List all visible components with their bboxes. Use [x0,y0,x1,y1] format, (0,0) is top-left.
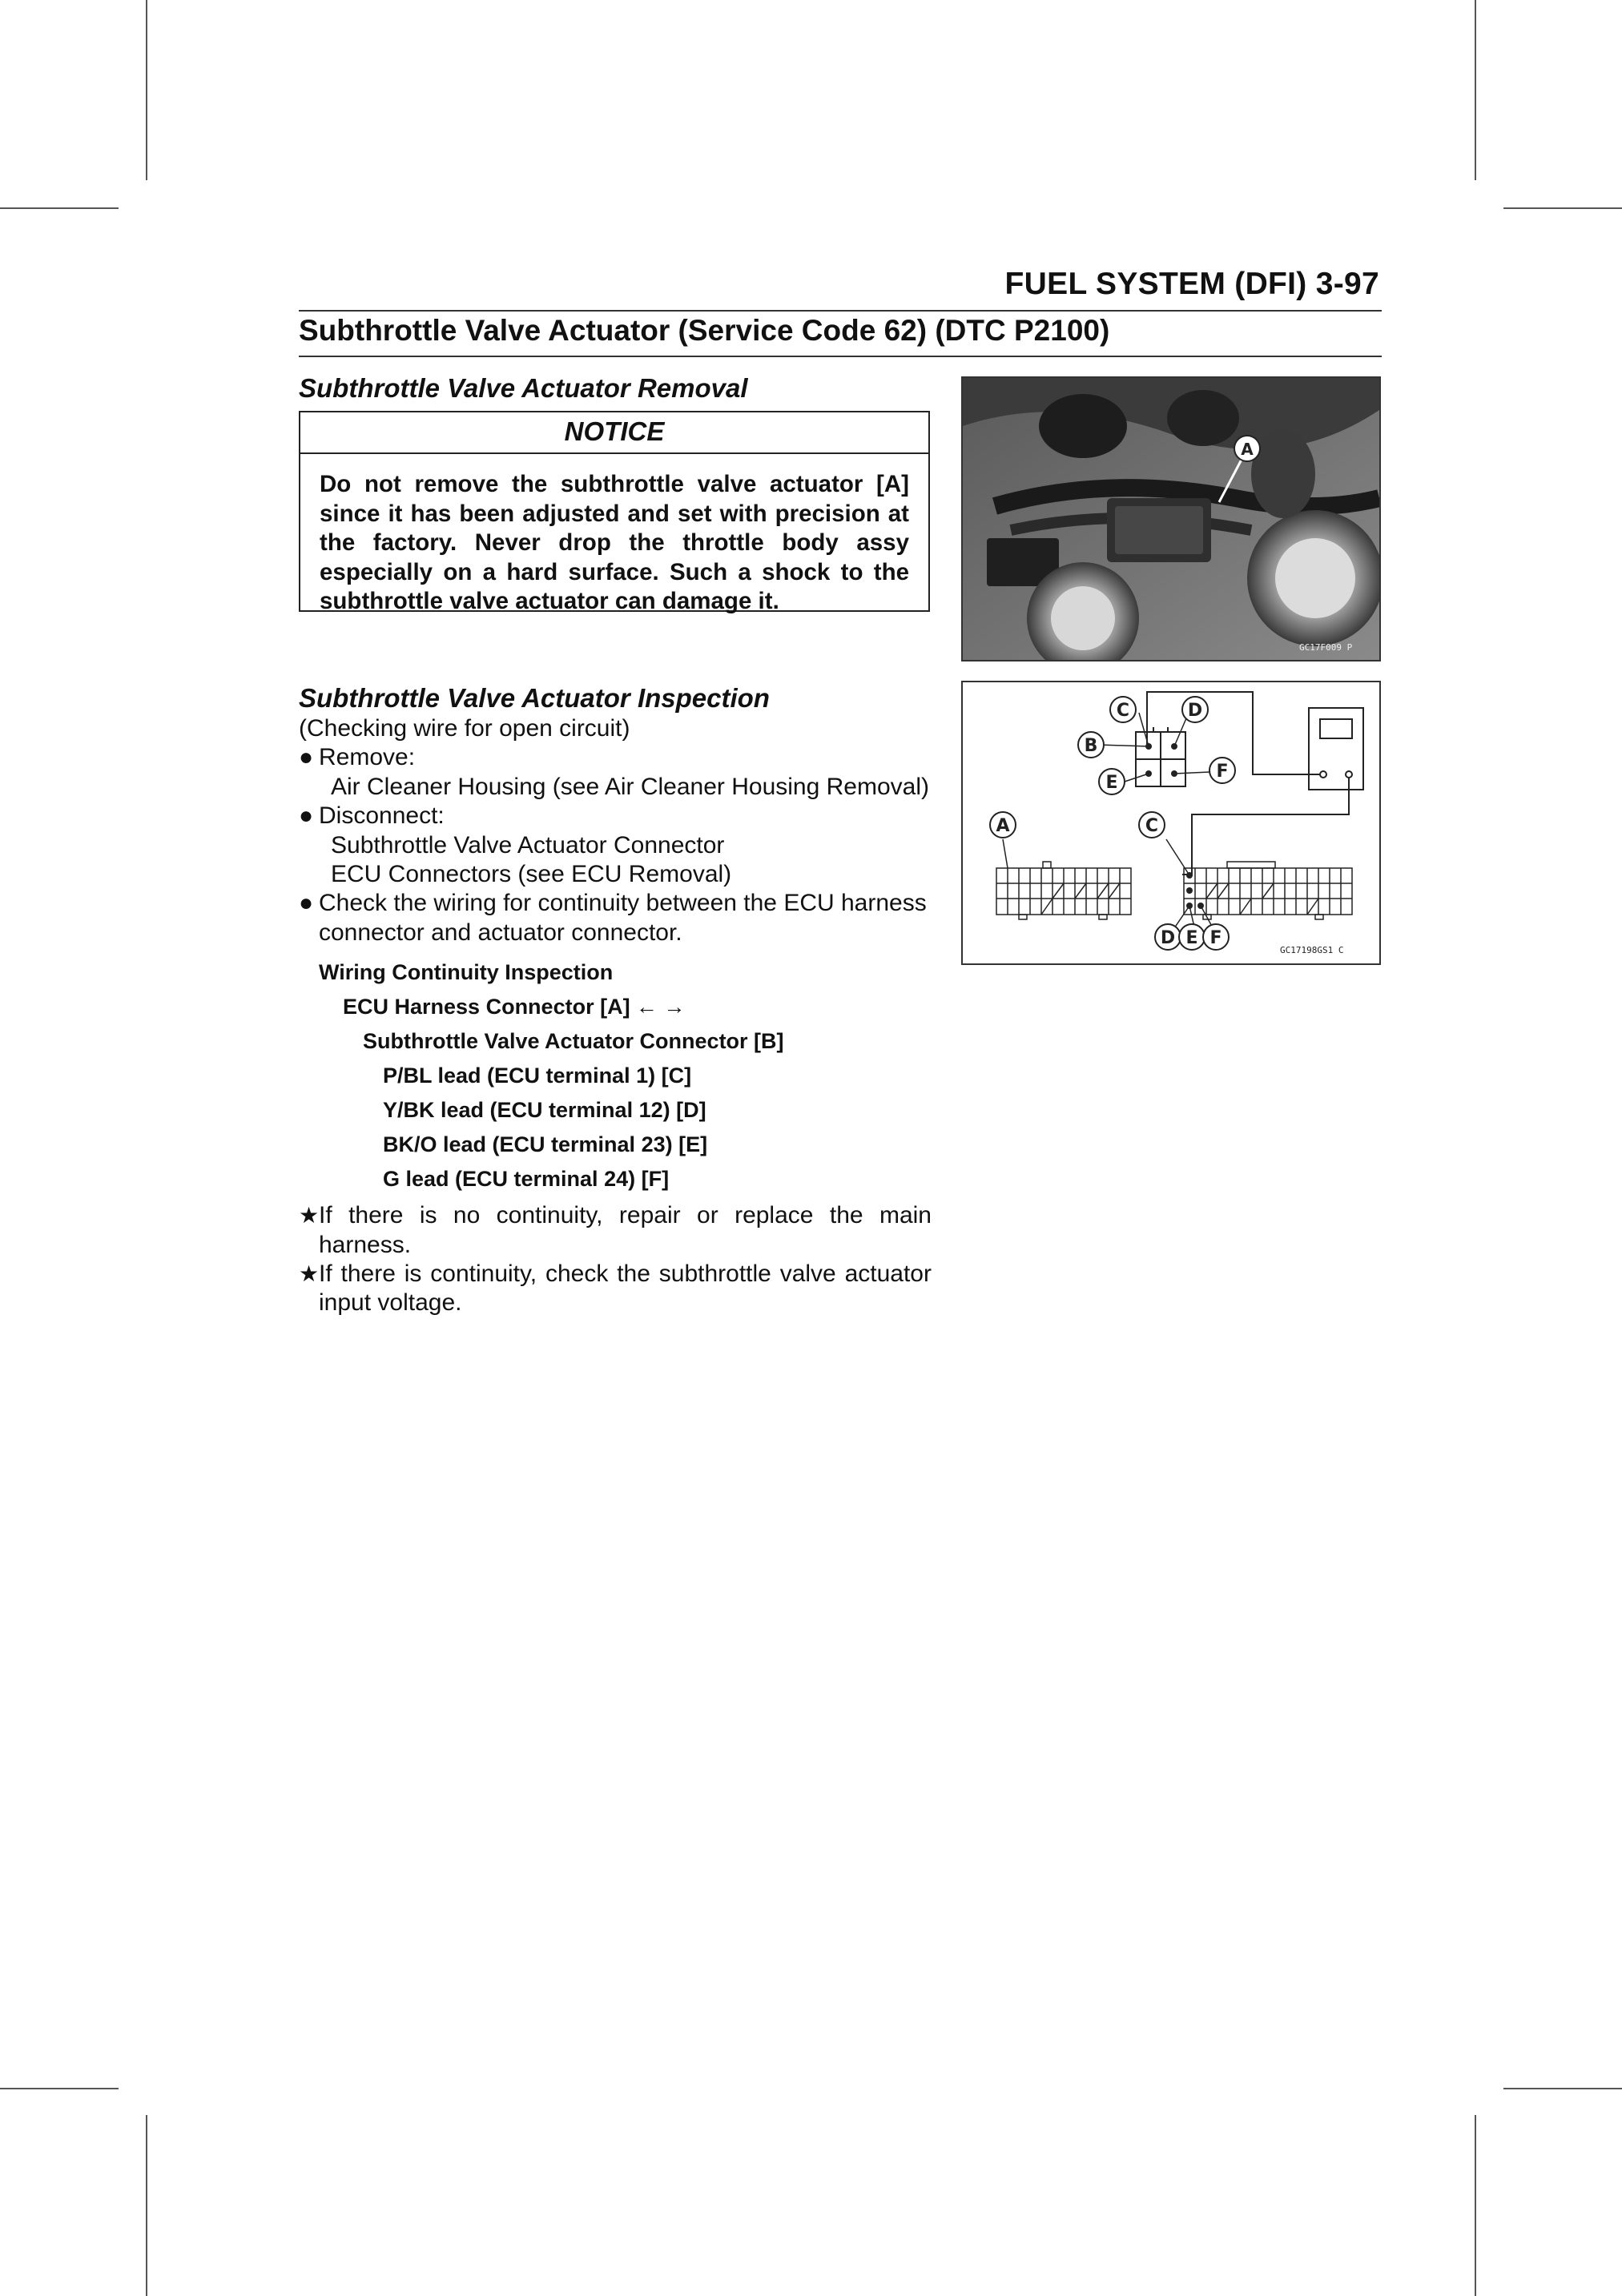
star-icon: ★ [299,1203,320,1228]
callout-d: D [1160,928,1176,948]
diagram-code: GC17198GS1 C [1280,945,1344,955]
wiring-lead: BK/O lead (ECU terminal 23) [E] [383,1132,708,1157]
bullet-icon: ● [299,744,314,771]
wiring-line: ECU Harness Connector [A] ← → [343,995,686,1019]
crop-mark [0,207,119,209]
wiring-lead: P/BL lead (ECU terminal 1) [C] [383,1064,692,1088]
notice-title: NOTICE [300,412,928,454]
photo-code: GC17F009 P [1299,642,1353,653]
wiring-line: Subthrottle Valve Actuator Connector [B] [363,1029,784,1054]
crop-mark [1475,0,1476,180]
step-label: Disconnect: [319,802,445,830]
wiring-table [299,955,932,1196]
star-icon: ★ [299,1261,320,1287]
crop-mark [1475,2115,1476,2296]
crop-mark [146,0,147,180]
removal-heading: Subthrottle Valve Actuator Removal [299,373,748,403]
notice-box [299,411,930,615]
photo-callout: A [1241,440,1254,459]
step-item: Air Cleaner Housing (see Air Cleaner Housing Removal) [331,773,929,800]
actuator-photo [961,376,1381,661]
callout-c: C [1145,816,1159,836]
inspection-intro: (Checking wire for open circuit) [299,715,630,742]
callout-e: E [1105,773,1118,793]
inspection-heading: Subthrottle Valve Actuator Inspection [299,683,770,713]
crop-mark [0,2088,119,2089]
inspection-section [299,682,932,1318]
header-rule [299,310,1382,312]
step-label: Remove: [319,744,416,771]
crop-mark [146,2115,147,2296]
result-text: If there is continuity, check the subthrottle valve actuator input voltage. [319,1261,932,1317]
callout-c: C [1116,701,1130,721]
bullet-icon: ● [299,890,314,917]
step-item: Subthrottle Valve Actuator Connector [331,831,725,858]
callout-e: E [1185,928,1198,948]
callout-a: A [996,816,1010,836]
crop-mark [1503,207,1622,209]
step-item: ECU Connectors (see ECU Removal) [331,861,732,888]
section-title: Subthrottle Valve Actuator (Service Code 62) (DTC P2100) [299,314,1110,347]
diagram-drawing [963,682,1379,963]
result-line [299,1201,932,1260]
notice-text: Do not remove the subthrottle valve actuator [A] since it has been adjusted and set with precision at the factory. Never drop the throttle body assy especially on a hard surface. Such a shock to the subthrottle valve actuator can damage it. [320,471,909,615]
callout-d: D [1187,701,1203,721]
callout-b: B [1084,736,1098,756]
step-check [299,889,932,947]
photo-drawing [963,378,1379,660]
wiring-title: Wiring Continuity Inspection [319,960,614,985]
wiring-lead: G lead (ECU terminal 24) [F] [383,1167,670,1192]
step-disconnect [299,802,932,830]
bullet-icon: ● [299,802,314,830]
page-header: FUEL SYSTEM (DFI) 3-97 [1004,267,1379,301]
wiring-lead: Y/BK lead (ECU terminal 12) [D] [383,1098,706,1123]
result-text: If there is no continuity, repair or replace the main harness. [319,1202,932,1258]
result-line [299,1260,932,1318]
callout-f: F [1209,928,1222,948]
step-remove [299,743,932,772]
step-label: Check the wiring for continuity between the ECU harness connector and actuator connector. [319,890,927,946]
section-rule [299,356,1382,357]
wiring-diagram [961,681,1381,965]
crop-mark [1503,2088,1622,2089]
callout-f: F [1216,762,1229,782]
